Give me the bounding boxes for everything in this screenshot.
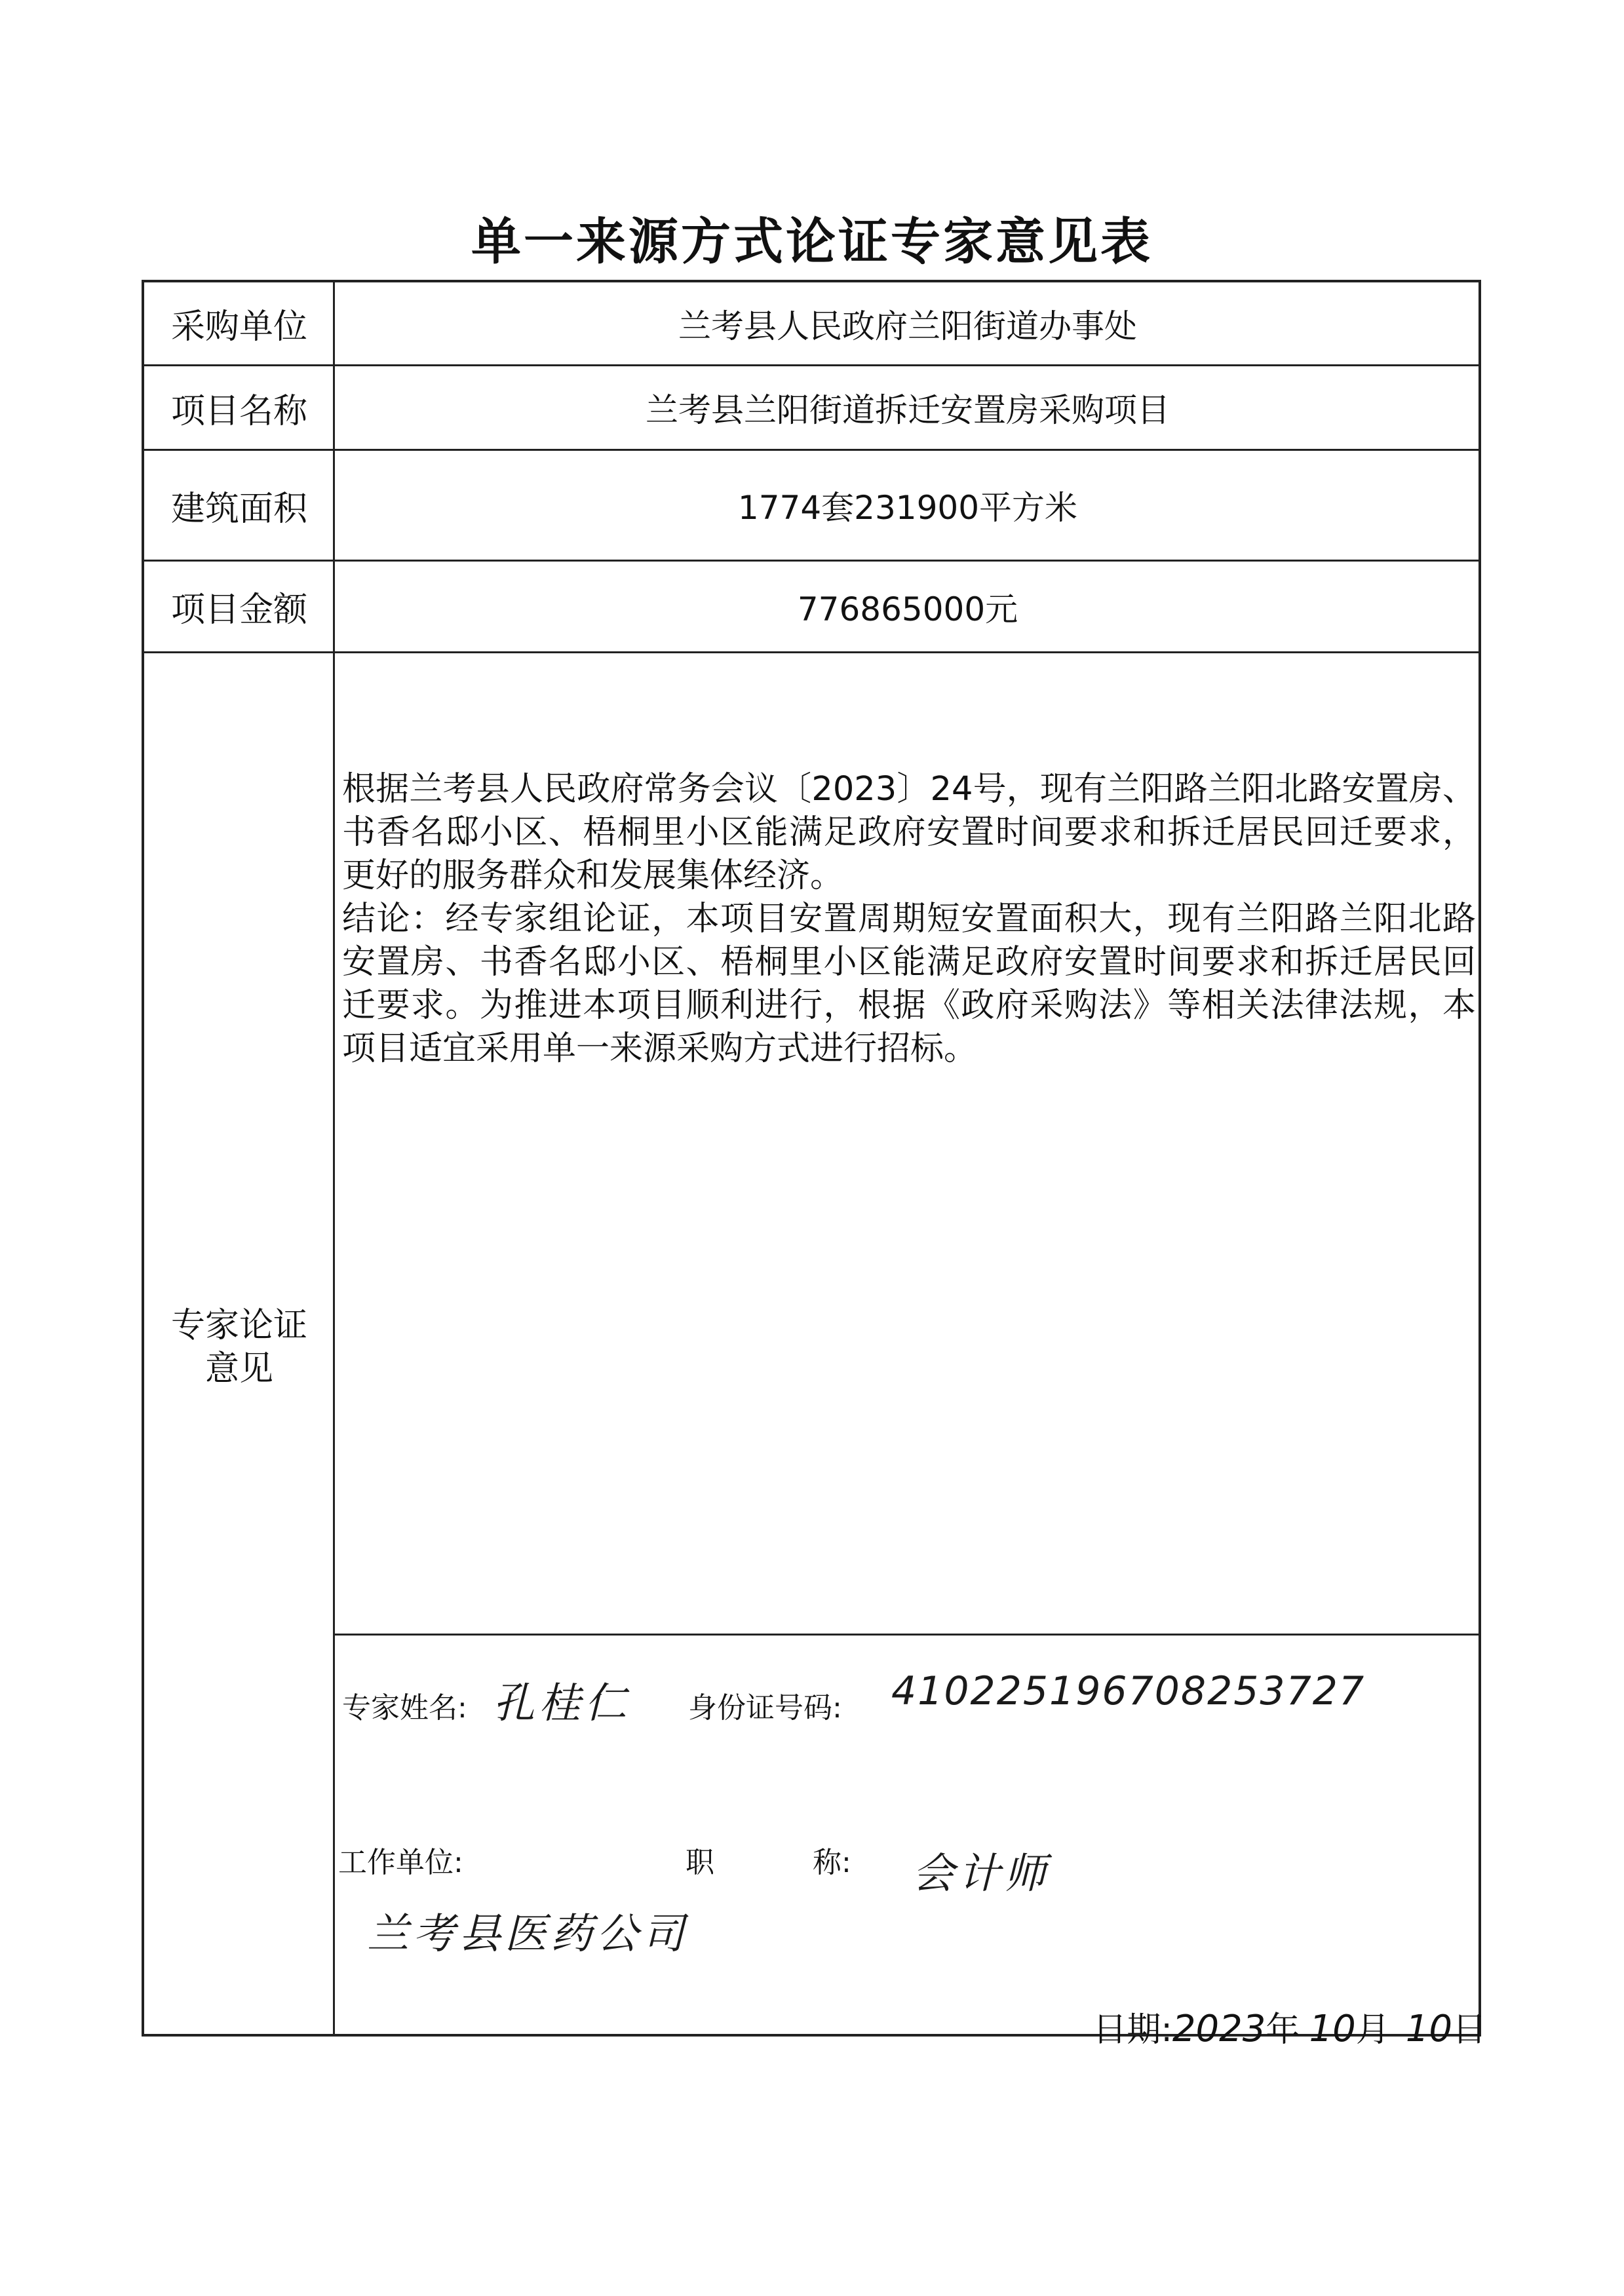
signature-divider xyxy=(334,1634,1480,1636)
expert-opinion-label xyxy=(144,1304,334,1390)
expert-opinion-label-line2: 意见 xyxy=(204,1349,273,1388)
date-row xyxy=(1092,2002,1486,2051)
work-unit-label: 工作单位: xyxy=(338,1846,463,1879)
purchaser-value: 兰考县人民政府兰阳街道办事处 xyxy=(678,307,1137,345)
date-year-unit: 年 xyxy=(1266,2010,1300,2050)
id-number-handwritten: 410225196708253727 xyxy=(891,1668,1366,1714)
expert-opinion-label-line1: 专家论证 xyxy=(170,1306,307,1345)
building-area-label: 建筑面积 xyxy=(170,489,307,529)
project-amount-value: 776865000元 xyxy=(797,590,1018,628)
project-name-label: 项目名称 xyxy=(170,391,307,431)
date-day-unit: 日 xyxy=(1452,2010,1486,2050)
expert-name-label: 专家姓名: xyxy=(342,1691,467,1725)
date-day: 10 xyxy=(1405,2008,1452,2050)
work-unit-handwritten: 兰考县医药公司 xyxy=(367,1910,688,1959)
opinion-paragraph-conclusion: 结论：经专家组论证，本项目安置周期短安置面积大，现有兰阳路兰阳北路安置房、书香名邸小区、梧桐里小区能满足政府安置时间要求和拆迁居民回迁要求。为推进本项目顺利进行，根据《政府采购法》等相关法律法规，本项目适宜采用单一来源采购方式进行招标。 xyxy=(342,900,1476,1068)
table-row-divider xyxy=(143,651,1480,653)
project-name-value: 兰考县兰阳街道拆迁安置房采购项目 xyxy=(646,391,1170,429)
date-month-unit: 月 xyxy=(1355,2010,1390,2050)
job-title-label-part2: 称: xyxy=(813,1846,851,1879)
date-year: 2023 xyxy=(1172,2008,1266,2050)
job-title-handwritten: 会计师 xyxy=(912,1850,1050,1898)
date-month: 10 xyxy=(1309,2008,1356,2050)
form-title: 单一来源方式论证专家意见表 xyxy=(471,212,1153,271)
building-area-value: 1774套231900平方米 xyxy=(737,489,1078,527)
id-number-label: 身份证号码: xyxy=(688,1691,842,1725)
date-label: 日期: xyxy=(1092,2010,1172,2050)
job-title-label-part1: 职 xyxy=(686,1846,714,1879)
project-amount-label: 项目金额 xyxy=(170,590,307,630)
opinion-paragraph-basis: 根据兰考县人民政府常务会议〔2023〕24号，现有兰阳路兰阳北路安置房、书香名邸小区、梧桐里小区能满足政府安置时间要求和拆迁居民回迁要求，更好的服务群众和发展集体经济。 xyxy=(342,770,1476,895)
purchaser-label: 采购单位 xyxy=(170,307,307,347)
expert-opinion-text xyxy=(342,768,1476,1071)
expert-name-handwritten: 孔桂仁 xyxy=(493,1679,630,1728)
